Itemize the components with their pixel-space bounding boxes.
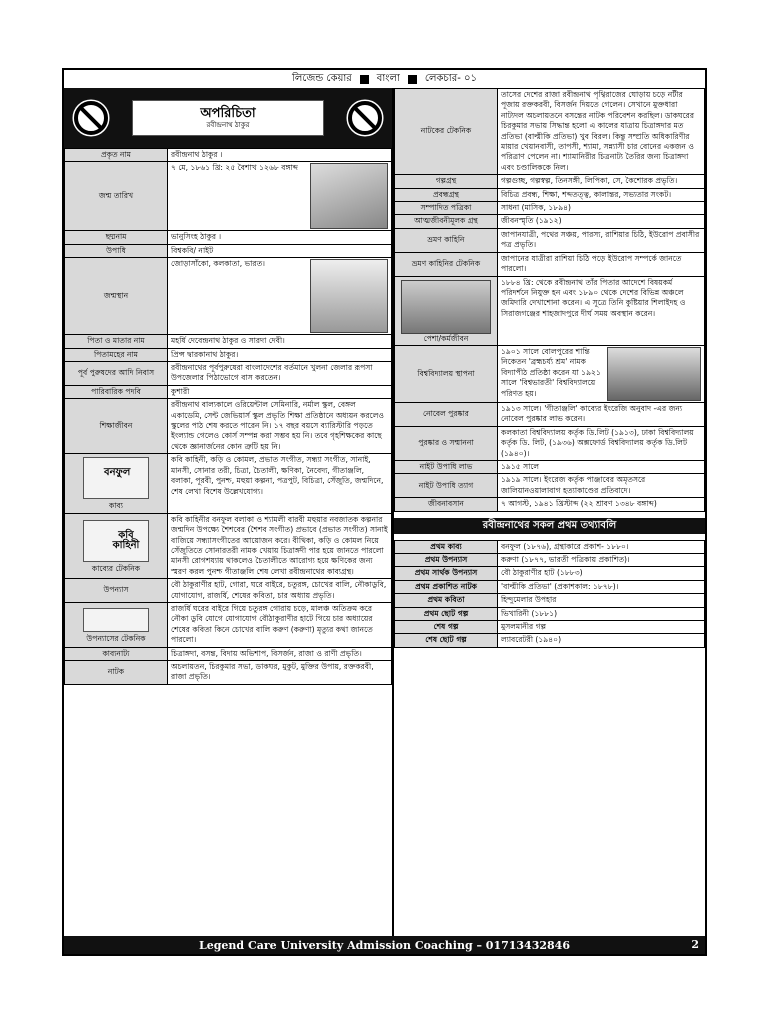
row-label: শেষ গল্প [395, 621, 498, 634]
row-value [498, 345, 705, 402]
table-row [65, 162, 392, 231]
row-value: ১৮৮৪ খ্রি: থেকে রবীন্দ্রনাথ তাঁর পিতার আদেশে বিষয়কর্ম পরিদর্শনে নিযুক্ত হন এবং ১৮৯০ থেকে দেশের বিভিন্ন অঞ্চলে জমিদারি দেখাশোনা করেন। এ সূত্রে তিনি কুষ্টিয়ার শিলাইদহ ও সিরাজগঞ্জের শাহজাদপুরে দীর্ঘ সময় অবস্থান করেন। [498, 276, 705, 345]
table-row [65, 513, 392, 578]
row-value: রবীন্দ্রনাথের পূর্বপুরুষেরা বাংলাদেশের বর্তমানে খুলনা জেলার রূপসা উপজেলার পিঠাভোগে বাস করতেন। [168, 362, 392, 386]
table-row [395, 553, 705, 566]
row-label-text: কাব্য [109, 501, 123, 511]
table-row [395, 621, 705, 634]
row-label: শিক্ষাজীবন [65, 399, 168, 454]
row-label-text: উপন্যাসের টেকনিক [86, 633, 146, 643]
row-value: গল্পগুচ্ছ, গল্পস্বল্প, তিনসঙ্গী, লিপিকা, সে, কৈশোরক প্রভৃতি। [498, 175, 705, 188]
row-label: নাটক [65, 660, 168, 684]
table-row [395, 228, 705, 252]
table-row [65, 348, 392, 361]
row-label: প্রবন্ধগ্রন্থ [395, 188, 498, 201]
row-value: চিত্রাঙ্গদা, বসন্ত, বিদায় অভিশাপ, বিসর্জন, রাজা ও রাণী প্রভৃতি। [168, 647, 392, 660]
lecture-header [64, 70, 705, 89]
row-label-text: পেশা/কর্মজীবন [423, 333, 469, 343]
row-value: সাধনা (মাসিক, ১৮৯৪) [498, 202, 705, 215]
table-row [395, 89, 705, 175]
row-label: পূর্ব পুরুষদের আদি নিবাস [65, 362, 168, 386]
row-label [65, 454, 168, 513]
table-row [65, 258, 392, 335]
row-value: বৌ ঠাকুরাণীর হাট (১৮৮৩) [498, 567, 705, 580]
novel-book-cover [83, 608, 149, 632]
table-row [65, 602, 392, 647]
row-label: প্রথম কাব্য [395, 540, 498, 553]
row-label [395, 276, 498, 345]
kobi-kahini-book-cover [83, 520, 149, 562]
row-value: ৭ আগস্ট, ১৯৪১ খ্রিস্টাব্দ (২২ শ্রাবণ ১৩৪৮ বঙ্গাব্দ) [498, 498, 705, 511]
row-value: রাজর্ষি ঘরের বাইরে গিয়ে চতুরঙ্গ গোরায় চড়ে, মালঞ্চ অতিক্রম করে নৌকা ডুবি যোগে যোগাযোগ বৌঠাকুরাণীর হাটে গিয়ে চার অধ্যায়ের শেষের কবিতা কিনে চোখের বালি করুণ (করুণা) মৃত্যুর কথা জানতে পারলো। [168, 602, 392, 647]
row-label: উপাধি [65, 244, 168, 257]
cover-title: বনফুল [104, 467, 131, 479]
row-value: কুশারী [168, 385, 392, 398]
left-info-table [64, 148, 392, 685]
university-value: ১৯০১ সালে বোলপুরের শান্তি নিকেতন 'ব্রহ্মচর্য্য শ্রম' নামক বিদ্যাপীঠ প্রতিষ্ঠা করেন যা ১৯২১ সালে 'বিশ্বভারতী' বিশ্ববিদ্যালয়ে পরিণত হয়। [501, 346, 601, 398]
table-row [65, 579, 392, 603]
row-value: মুসলমানীর গল্প [498, 621, 705, 634]
square-bullet-icon [408, 75, 417, 84]
row-value: করুণা (১৮৭৭, ভারতী পত্রিকায় প্রকাশিত)। [498, 553, 705, 566]
row-value: ভানুসিংহ ঠাকুর । [168, 231, 392, 244]
row-value [168, 149, 392, 162]
header-subject: বাংলা [376, 72, 400, 84]
table-row [395, 276, 705, 345]
row-label: প্রথম কবিতা [395, 594, 498, 607]
row-label: কাব্যনাট্য [65, 647, 168, 660]
row-value: প্রিন্স দ্বারকানাথ ঠাকুর। [168, 348, 392, 361]
row-label: পিতা ও মাতার নাম [65, 335, 168, 348]
row-label: পুরষ্কার ও সম্মাননা [395, 426, 498, 460]
table-row [395, 426, 705, 460]
row-value: বিচিত্র প্রবন্ধ, শিক্ষা, শব্দতত্ত্ব, কালান্তর, সভ্যতার সংকট। [498, 188, 705, 201]
zamindari-house-photo [401, 280, 491, 334]
row-value: অচলায়তন, চিরকুমার সভা, ডাকঘর, মুকুট, মুক্তির উপায়, রক্তকরবী, রাজা প্রভৃতি। [168, 660, 392, 684]
row-value: 'বাল্মীকি প্রতিভা' (প্রকাশকাল: ১৮৭৮)। [498, 580, 705, 593]
square-bullet-icon [360, 75, 369, 84]
row-value: ১৯১৫ সালে [498, 460, 705, 473]
row-value [168, 162, 392, 231]
visva-bharati-photo [607, 347, 701, 401]
row-label: নাটকের টেকনিক [395, 89, 498, 175]
row-value: জীবনস্মৃতি (১৯১২) [498, 215, 705, 228]
lecture-sheet [62, 68, 707, 956]
row-value: জাপানের যাত্রীরা রাশিয়া চিঠি পড়ে ইউরোপ সম্পর্কে জানতে পারলো। [498, 252, 705, 276]
table-row [65, 149, 392, 162]
table-row [65, 660, 392, 684]
row-label: ভ্রমণ কাহিনি [395, 228, 498, 252]
table-row [395, 567, 705, 580]
table-row [65, 335, 392, 348]
right-column [394, 88, 705, 936]
row-label: গল্পগ্রন্থ [395, 175, 498, 188]
table-row [395, 634, 705, 647]
table-row [65, 454, 392, 513]
table-row [65, 399, 392, 454]
table-row [395, 607, 705, 620]
table-row [395, 580, 705, 593]
row-label: প্রথম ছোট গল্প [395, 607, 498, 620]
table-row [65, 647, 392, 660]
table-row [395, 474, 705, 498]
row-value: কলকাতা বিশ্ববিদ্যালয় কর্তৃক ডি.লিট (১৯১৩), ঢাকা বিশ্ববিদ্যালয় কর্তৃক ডি. লিট, (১৯৩৬) অক্সফোর্ড বিশ্ববিদ্যালয় কর্তৃক ডি.লিট (১৯৪০)। [498, 426, 705, 460]
row-value: বিশ্বকবি/ নাইট [168, 244, 392, 257]
row-label: জন্ম তারিখ [65, 162, 168, 231]
row-label: পারিবারিক পদবি [65, 385, 168, 398]
table-row [65, 244, 392, 257]
row-label: পিতামহের নাম [65, 348, 168, 361]
banaphul-book-cover [83, 457, 149, 499]
row-label: জন্মস্থান [65, 258, 168, 335]
left-column [64, 88, 394, 936]
row-label: নাইট উপাধি ত্যাগ [395, 474, 498, 498]
firsts-table [394, 540, 705, 648]
tagore-portrait [310, 163, 388, 229]
prohibited-icon [70, 97, 112, 139]
row-value: হিন্দুমেলার উপহার [498, 594, 705, 607]
firsts-heading: রবীন্দ্রনাথের সকল প্রথম তথ্যাবলি [394, 518, 705, 534]
row-value: ১৯১৯ সালে। ইংরেজ কর্তৃক পাঞ্জাবের অমৃতসরে জালিয়ানওয়ালাবাগ হত্যাকাণ্ডের প্রতিবাদে। [498, 474, 705, 498]
table-row [395, 460, 705, 473]
row-value: তাসের দেশের রাজা রবীন্দ্রনাথ পৃথ্বিরাজের ঘোড়ায় চড়ে নটীর পূজায় রক্তকরবী, বিসর্জন দিয়তে গেলেন। সেখানে মুক্তধারা নাট্যদল অচলায়তনে বসন্তের নাটক পরিবেশন করছিল। ডাকঘরের চিরকুমার সভায় সিদ্ধান্ত হলো এ কালের যাত্রায় চিত্রাঙ্গদার মত প্রতিভা (বাল্মীকি প্রতিভা) খুব বিরল। কিন্তু সম্প্রতি অধিকারিণীর মায়ার খেয়ানবাসী, তাপসী, শ্যামা, সন্ন্যাসী চার বোনের একজন ও পরিত্রাণ পেলেন না। শ্যামানিরীর চিত্রনাট্য তৈরির জন্য চিত্রাঙ্গদা এবং চণ্ডালিককে নিল। [498, 89, 705, 175]
row-value: ল্যাবরেটরী (১৯৪০) [498, 634, 705, 647]
title-box [132, 100, 324, 136]
table-row [395, 215, 705, 228]
table-row [65, 231, 392, 244]
row-value: রবীন্দ্রনাথ বাল্যকালে ওরিয়েন্টাল সেমিনারি, নর্মাল স্কুল, বেঙ্গল একাডেমি, সেন্ট জেভিয়ার্স স্কুল প্রভৃতি শিক্ষা প্রতিষ্ঠানে অধ্যয়ন করলেও স্কুলের পাঠ শেষ করতে পারেন নি। ১৭ বছর বয়সে ব্যারিস্টারি পড়তে ইংল্যান্ড গেলেও কোর্স সম্পন্ন করা সম্ভব হয় নি। তবে গৃহশিক্ষকের কাছে থেকে জ্ঞানার্জনের কোন ত্রুটি হয় নি। [168, 399, 392, 454]
row-label: জীবনাবসান [395, 498, 498, 511]
row-label: প্রকৃত নাম [65, 149, 168, 162]
row-label: বিশ্ববিদ্যালয় স্থাপনা [395, 345, 498, 402]
row-value: বৌ ঠাকুরাণীর হাট, গোরা, ঘরে বাইরে, চতুরঙ্গ, চোখের বালি, নৌকাডুবি, যোগাযোগ, রাজর্ষি, শেষের কবিতা, চার অধ্যায় প্রভৃতি। [168, 579, 392, 603]
table-row [395, 202, 705, 215]
page-number: 2 [691, 938, 699, 951]
cover-title: কবি কাহিনী [112, 529, 140, 552]
footer-bar [64, 936, 705, 954]
row-value: কবি কাহিনী, কড়ি ও কোমল, প্রভাত সংগীত, সন্ধ্যা সংগীত, সানাই, মানসী, সোনার তরী, চিত্রা, চৈতালী, ক্ষণিকা, নৈবেদ্য, গীতাঞ্জলি, বলাকা, পূরবী, পুনশ্চ, মহুয়া কল্পনা, পত্রপুট, বিচিত্রা, সেঁজুতি, জন্মদিনে, শেষ লেখা বিশেষ উল্লেখযোগ্য। [168, 454, 392, 513]
row-label: প্রথম প্রকাশিত নাটক [395, 580, 498, 593]
row-value: জাপানযাত্রী, পথের সঞ্চয়, পারস্য, রাশিয়ার চিঠি, ইউরোপ প্রবাসীর পত্র প্রভৃতি। [498, 228, 705, 252]
row-value: বনফুল (১৮৭৬), গ্রন্থাকারে প্রকাশ- ১৮৮০। [498, 540, 705, 553]
birthplace-value: জোড়াসাঁকো, কলকাতা, ভারত। [171, 259, 265, 269]
table-row [395, 594, 705, 607]
table-row [395, 540, 705, 553]
header-brand: লিজেন্ড কেয়ার [291, 72, 352, 84]
row-label-text: কাব্যের টেকনিক [91, 563, 141, 573]
table-row [395, 252, 705, 276]
row-label: উপন্যাস [65, 579, 168, 603]
row-label: প্রথম সার্থক উপন্যাস [395, 567, 498, 580]
prohibited-icon [344, 97, 386, 139]
table-row [65, 362, 392, 386]
row-value: মহর্ষি দেবেন্দ্রনাথ ঠাকুর ও সারদা দেবী। [168, 335, 392, 348]
story-title: অপরিচিতা [200, 106, 256, 121]
row-label: সম্পাদিত পত্রিকা [395, 202, 498, 215]
table-row [65, 385, 392, 398]
table-row [395, 498, 705, 511]
row-label: প্রথম উপন্যাস [395, 553, 498, 566]
row-label: ছদ্মনাম [65, 231, 168, 244]
table-row [395, 402, 705, 426]
row-label [65, 602, 168, 647]
row-label: শেষ ছোট গল্প [395, 634, 498, 647]
row-label: আত্মজীবনীমূলক গ্রন্থ [395, 215, 498, 228]
table-row [395, 345, 705, 402]
row-value: কবি কাহিনীর বনফুল বলাকা ও শ্যামলী বারবী মহুয়ার নবজাতক কল্পনার জন্মদিন উপক্ষ্যে শৈশবের (শৈশব সংগীত) প্রভাবে (প্রভাত সংগীত) সানাই বাজিয়ে সন্ধ্যাসংগীতের আয়োজন করে। বীথিকা, কড়ি ও কোমল নিয়ে সেঁজুতিতে সোনারতরী নামক খেয়ায় চিত্রাঙ্গদী পার হয়ে জানতে পারলো মানসী রোগশয্যায় থাকলেও চৈতালীতে আরোগ্য হয়ে ক্ষণিকের জন্য স্মরণ করল পুনশ্চ গীতাঞ্জলি শেষ লেখা রবীন্দ্রনাথের কাব্যগ্রন্থ। [168, 513, 392, 578]
header-lecture: লেকচার- ০১ [424, 72, 477, 84]
footer-text: Legend Care University Admission Coaching – 01713432846 [199, 938, 570, 952]
row-value [168, 258, 392, 335]
table-row [395, 188, 705, 201]
row-label: ভ্রমণ কাহিনির টেকনিক [395, 252, 498, 276]
row-label: নোবেল পুরষ্কার [395, 402, 498, 426]
right-info-table [394, 88, 705, 512]
row-label: নাইট উপাধি লাভ [395, 460, 498, 473]
row-label [65, 513, 168, 578]
jorasanko-photo [310, 259, 388, 333]
row-value: ভিখারিনী (১৮৮১) [498, 607, 705, 620]
birth-date-value: ৭ মে, ১৮৬১ খ্রি: ২৫ বৈশাখ ১২৬৮ বঙ্গাব্দ [171, 163, 299, 173]
table-row [395, 175, 705, 188]
title-banner [64, 88, 392, 148]
story-author: রবীন্দ্রনাথ ঠাকুর [206, 121, 250, 129]
real-name-value: রবীন্দ্রনাথ ঠাকুর । [171, 150, 223, 159]
row-value: ১৯১৩ সালে। 'গীতাঞ্জলি' কাব্যের ইংরেজি অনুবাদ -এর জন্য নোবেল পুরষ্কার লাভ করেন। [498, 402, 705, 426]
